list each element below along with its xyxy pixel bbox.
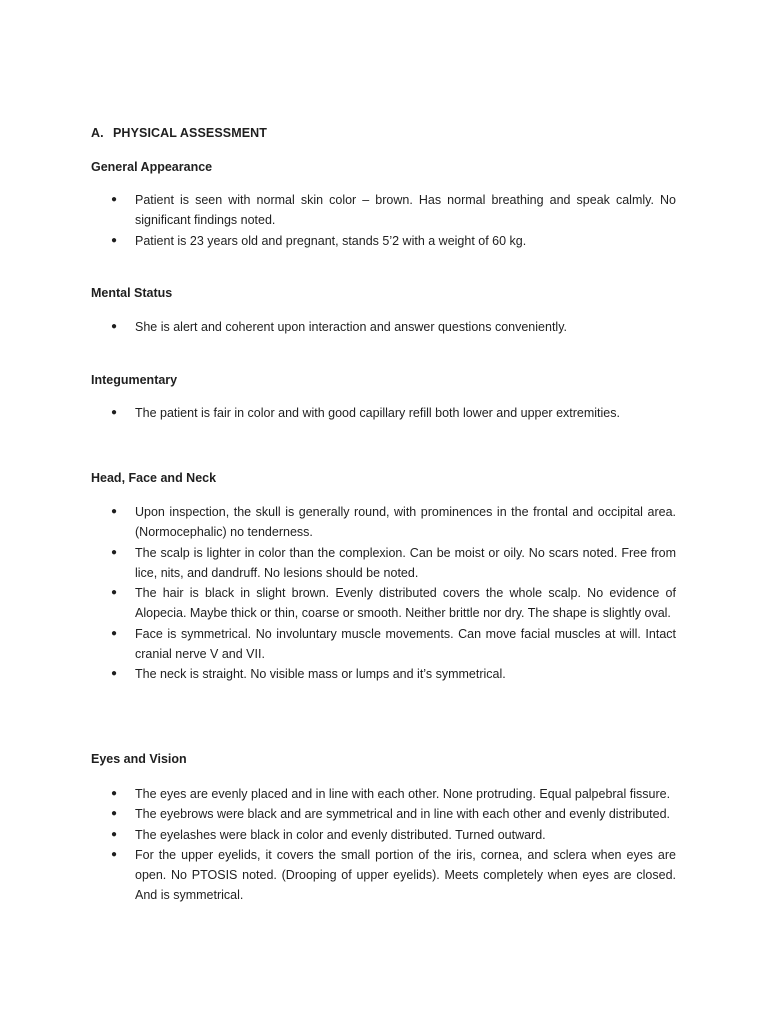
list-item-text: She is alert and coherent upon interaction and answer questions conveniently. xyxy=(135,320,567,334)
list-item xyxy=(0,624,768,665)
list-item xyxy=(0,403,768,423)
bullet-icon: ● xyxy=(111,506,118,517)
list-item xyxy=(0,317,768,337)
list-head-face-neck xyxy=(0,502,768,685)
list-item-text: The patient is fair in color and with good capillary refill both lower and upper extremities. xyxy=(135,406,620,420)
list-item xyxy=(0,231,768,251)
bullet-icon: ● xyxy=(111,234,118,246)
section-title xyxy=(91,126,267,140)
section-letter: A. xyxy=(91,126,104,140)
heading-head-face-neck: Head, Face and Neck xyxy=(91,471,217,485)
list-item-text: Upon inspection, the skull is generally round, with prominences in the frontal and occipital area. (Normocephalic) no tenderness. xyxy=(135,505,676,540)
list-item-text: Patient is 23 years old and pregnant, stands 5’2 with a weight of 60 kg. xyxy=(135,233,527,248)
list-item xyxy=(0,825,768,845)
list-integumentary xyxy=(0,403,768,423)
heading-mental-status: Mental Status xyxy=(91,286,173,300)
list-item-text: The eyes are evenly placed and in line with each other. None protruding. Equal palpebral fissure. xyxy=(135,787,671,801)
list-item xyxy=(0,784,768,804)
bullet-icon: ● xyxy=(111,407,118,418)
bullet-icon: ● xyxy=(111,828,118,840)
bullet-icon: ● xyxy=(111,627,118,639)
list-item-text: Face is symmetrical. No involuntary muscle movements. Can move facial muscles at will. Intact cranial nerve V and VII. xyxy=(135,626,676,662)
list-item-text: The hair is black in slight brown. Evenly distributed covers the whole scalp. No evidence of Alopecia. Maybe thick or thin, coarse or smooth. Neither brittle nor dry. The shape is slightly oval. xyxy=(135,586,676,621)
list-item-text: The eyebrows were black and are symmetrical and in line with each other and evenly distributed. xyxy=(135,807,670,822)
bullet-icon: ● xyxy=(111,808,118,820)
heading-general-appearance: General Appearance xyxy=(91,160,213,174)
list-item xyxy=(0,804,768,824)
list-general-appearance xyxy=(0,190,768,251)
list-item xyxy=(0,543,768,584)
list-item xyxy=(0,845,768,906)
bullet-icon: ● xyxy=(111,668,118,680)
list-item xyxy=(0,664,768,684)
list-item-text: For the upper eyelids, it covers the small portion of the iris, cornea, and sclera when eyes are open. No PTOSIS noted. (Drooping of upper eyelids). Meets completely when eyes are closed. And is symmetrical. xyxy=(135,847,676,903)
bullet-icon: ● xyxy=(111,194,118,205)
list-item-text: Patient is seen with normal skin color – brown. Has normal breathing and speak calmly. No significant findings noted. xyxy=(135,193,676,228)
heading-eyes-vision: Eyes and Vision xyxy=(91,752,187,766)
list-item-text: The eyelashes were black in color and evenly distributed. Turned outward. xyxy=(135,827,546,842)
heading-integumentary: Integumentary xyxy=(91,373,178,387)
list-item-text: The neck is straight. No visible mass or lumps and it’s symmetrical. xyxy=(135,667,506,682)
list-item-text: The scalp is lighter in color than the complexion. Can be moist or oily. No scars noted. Free from lice, nits, and dandruff. No lesions should be noted. xyxy=(135,545,676,580)
list-item xyxy=(0,583,768,624)
list-eyes-vision xyxy=(0,784,768,906)
list-item xyxy=(0,502,768,543)
list-mental-status xyxy=(0,317,768,337)
bullet-icon: ● xyxy=(111,546,118,558)
bullet-icon: ● xyxy=(111,587,118,599)
bullet-icon: ● xyxy=(111,788,118,799)
bullet-icon: ● xyxy=(111,321,118,332)
bullet-icon: ● xyxy=(111,848,118,860)
list-item xyxy=(0,190,768,231)
section-title-text: PHYSICAL ASSESSMENT xyxy=(113,126,268,140)
